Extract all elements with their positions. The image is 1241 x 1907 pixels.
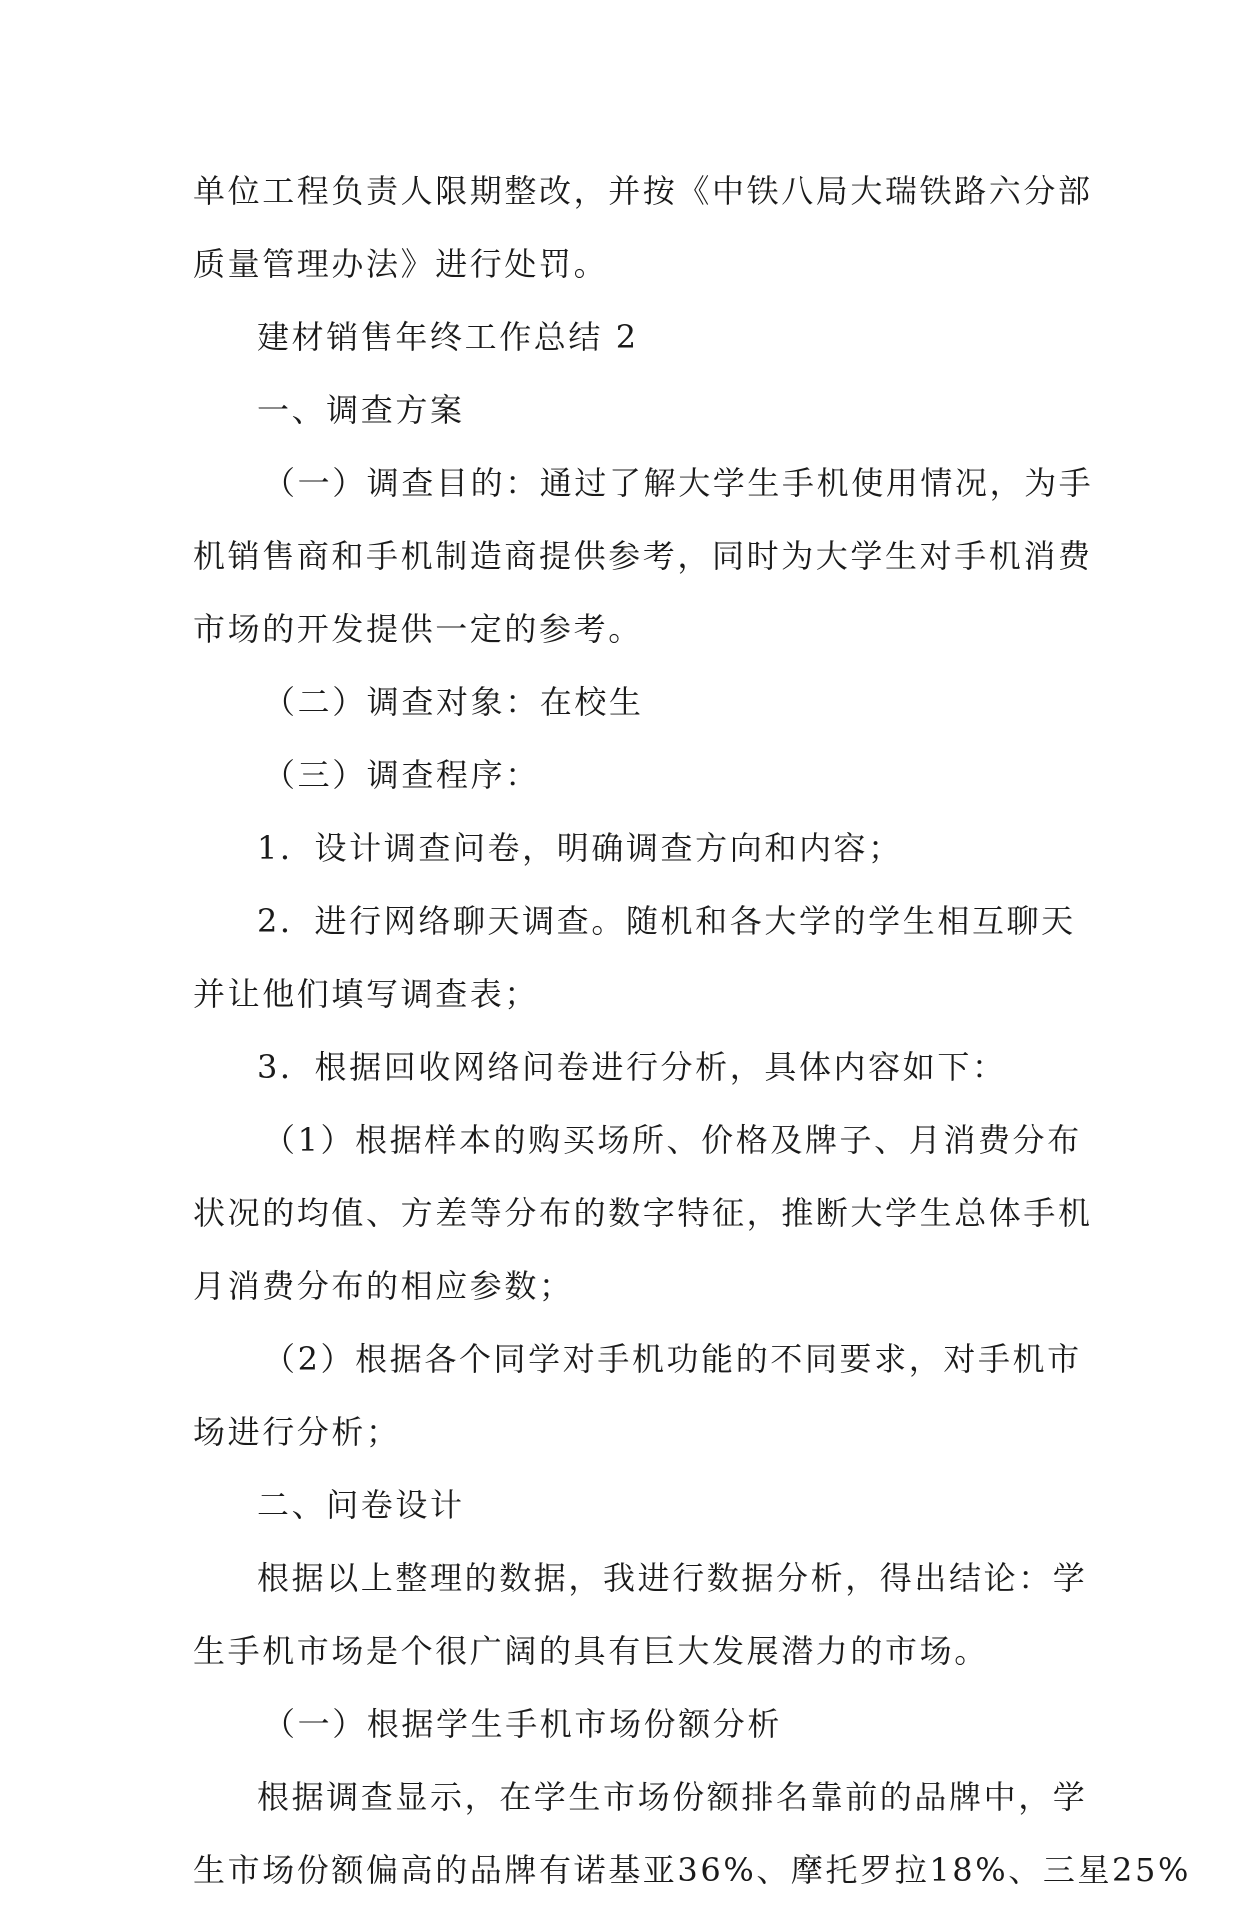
section-heading: 一、调查方案 [257,391,465,429]
paragraph-line: 状况的均值、方差等分布的数字特征，推断大学生总体手机 [193,1194,1093,1232]
paragraph-line: 生市场份额偏高的品牌有诺基亚36%、摩托罗拉18%、三星25% [193,1851,1191,1889]
paragraph-line: 质量管理办法》进行处罚。 [193,245,609,283]
list-item: 3．根据回收网络问卷进行分析，具体内容如下： [257,1048,1007,1086]
subsection-heading: （一）根据学生手机市场份额分析 [263,1705,783,1743]
paragraph-line: 根据调查显示，在学生市场份额排名靠前的品牌中，学 [257,1778,1088,1816]
body-text [193,155,1191,1907]
paragraph-line: 根据以上整理的数据，我进行数据分析，得出结论：学 [257,1559,1088,1597]
section-heading: 二、问卷设计 [257,1486,465,1524]
paragraph-line: 月消费分布的相应参数； [193,1267,574,1305]
list-item: （1）根据样本的购买场所、价格及牌子、月消费分布 [263,1121,1082,1159]
paragraph-line: 场进行分析； [193,1413,401,1451]
paragraph-line: 机销售商和手机制造商提供参考，同时为大学生对手机消费 [193,537,1093,575]
section-heading: 建材销售年终工作总结 2 [257,318,639,356]
list-item: （2）根据各个同学对手机功能的不同要求，对手机市 [263,1340,1082,1378]
paragraph-line: 单位工程负责人限期整改，并按《中铁八局大瑞铁路六分部 [193,172,1093,210]
list-item: 1．设计调查问卷，明确调查方向和内容； [257,829,903,867]
paragraph-line: 生手机市场是个很广阔的具有巨大发展潜力的市场。 [193,1632,989,1670]
paragraph-line: （一）调查目的：通过了解大学生手机使用情况，为手 [263,464,1094,502]
paragraph-line: 市场的开发提供一定的参考。 [193,610,643,648]
paragraph-line: （二）调查对象：在校生 [263,683,644,721]
paragraph-line: （三）调查程序： [263,756,540,794]
list-item: 2．进行网络聊天调查。随机和各大学的学生相互聊天 [257,902,1076,940]
paragraph-line: 并让他们填写调查表； [193,975,540,1013]
